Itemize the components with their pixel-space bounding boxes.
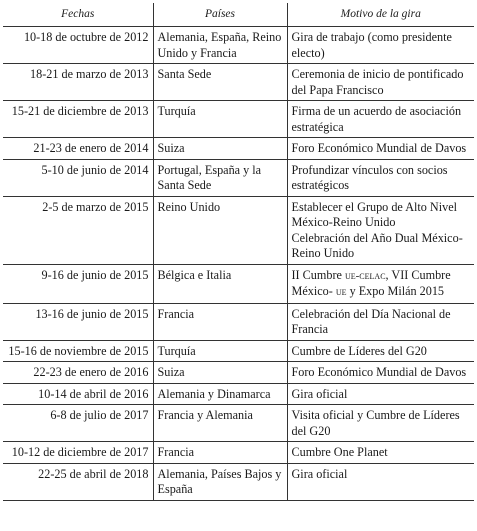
- header-fechas: Fechas: [3, 3, 153, 27]
- table-row: [3, 463, 474, 500]
- motivo-line: Gira oficial: [291, 466, 348, 481]
- table-row: [3, 340, 474, 362]
- motivo-line: Celebración del Año Dual México-Reino Unido: [291, 230, 463, 260]
- cell-paises: Suiza: [153, 138, 287, 160]
- motivo-line: Gira oficial: [291, 386, 348, 401]
- cell-fecha: 13-16 de junio de 2015: [3, 303, 153, 340]
- table-row: [3, 196, 474, 264]
- cell-motivo: [287, 340, 474, 362]
- table-row: [3, 27, 474, 64]
- cell-fecha: 10-12 de diciembre de 2017: [3, 442, 153, 464]
- header-row: [3, 3, 474, 27]
- cell-fecha: 21-23 de enero de 2014: [3, 138, 153, 160]
- table-row: [3, 405, 474, 442]
- motivo-line: Profundizar vínculos con socios estratégicos: [291, 162, 448, 192]
- motivo-line: Cumbre de Líderes del G20: [291, 343, 427, 358]
- cell-motivo: [287, 264, 474, 303]
- cell-motivo: [287, 463, 474, 500]
- cell-motivo: [287, 303, 474, 340]
- table-row: [3, 303, 474, 340]
- motivo-line: Establecer el Grupo de Alto Nivel México-Reino Unido: [291, 199, 457, 229]
- table-row: [3, 264, 474, 303]
- tours-table: [3, 3, 474, 501]
- cell-paises: Francia: [153, 442, 287, 464]
- cell-fecha: 10-14 de abril de 2016: [3, 383, 153, 405]
- cell-fecha: 6-8 de julio de 2017: [3, 405, 153, 442]
- cell-fecha: 10-18 de octubre de 2012: [3, 27, 153, 64]
- table-row: [3, 362, 474, 384]
- table-row: [3, 442, 474, 464]
- cell-paises: Suiza: [153, 362, 287, 384]
- cell-fecha: 15-21 de diciembre de 2013: [3, 101, 153, 138]
- cell-motivo: [287, 442, 474, 464]
- cell-fecha: 9-16 de junio de 2015: [3, 264, 153, 303]
- motivo-line: Firma de un acuerdo de asociación estratégica: [291, 104, 462, 134]
- cell-fecha: 2-5 de marzo de 2015: [3, 196, 153, 264]
- header-motivo: Motivo de la gira: [287, 3, 474, 27]
- table-row: [3, 138, 474, 160]
- cell-paises: Francia: [153, 303, 287, 340]
- cell-fecha: 5-10 de junio de 2014: [3, 159, 153, 196]
- motivo-line: Foro Económico Mundial de Davos: [291, 141, 467, 155]
- cell-fecha: 15-16 de noviembre de 2015: [3, 340, 153, 362]
- cell-paises: Reino Unido: [153, 196, 287, 264]
- cell-paises: Francia y Alemania: [153, 405, 287, 442]
- cell-paises: Portugal, España y la Santa Sede: [153, 159, 287, 196]
- header-paises: Países: [153, 3, 287, 27]
- table-row: [3, 159, 474, 196]
- cell-motivo: [287, 159, 474, 196]
- motivo-line: Ceremonia de inicio de pontificado del Papa Francisco: [291, 67, 464, 97]
- cell-motivo: [287, 383, 474, 405]
- cell-fecha: 22-23 de enero de 2016: [3, 362, 153, 384]
- cell-paises: Alemania y Dinamarca: [153, 383, 287, 405]
- table-header: [3, 3, 474, 27]
- cell-motivo: [287, 101, 474, 138]
- cell-paises: Alemania, España, Reino Unido y Francia: [153, 27, 287, 64]
- motivo-line: Cumbre One Planet: [291, 445, 388, 459]
- cell-paises: Santa Sede: [153, 64, 287, 101]
- cell-motivo: [287, 196, 474, 264]
- cell-paises: Bélgica e Italia: [153, 264, 287, 303]
- motivo-line: Visita oficial y Cumbre de Líderes del G20: [291, 408, 460, 438]
- cell-fecha: 22-25 de abril de 2018: [3, 463, 153, 500]
- cell-motivo: [287, 362, 474, 384]
- cell-motivo: [287, 405, 474, 442]
- cell-motivo: [287, 27, 474, 64]
- table-row: [3, 101, 474, 138]
- motivo-line: II Cumbre ue-celac, VII Cumbre México- ue y Expo Milán 2015: [291, 267, 451, 298]
- cell-motivo: [287, 138, 474, 160]
- cell-paises: Turquía: [153, 340, 287, 362]
- table-row: [3, 383, 474, 405]
- table-row: [3, 64, 474, 101]
- cell-paises: Alemania, Países Bajos y España: [153, 463, 287, 500]
- cell-fecha: 18-21 de marzo de 2013: [3, 64, 153, 101]
- document-page: [3, 3, 474, 501]
- cell-motivo: [287, 64, 474, 101]
- table-body: [3, 27, 474, 501]
- motivo-line: Foro Económico Mundial de Davos: [291, 365, 467, 379]
- motivo-line: Celebración del Día Nacional de Francia: [291, 306, 451, 336]
- cell-paises: Turquía: [153, 101, 287, 138]
- motivo-line: Gira de trabajo (como presidente electo): [291, 30, 452, 60]
